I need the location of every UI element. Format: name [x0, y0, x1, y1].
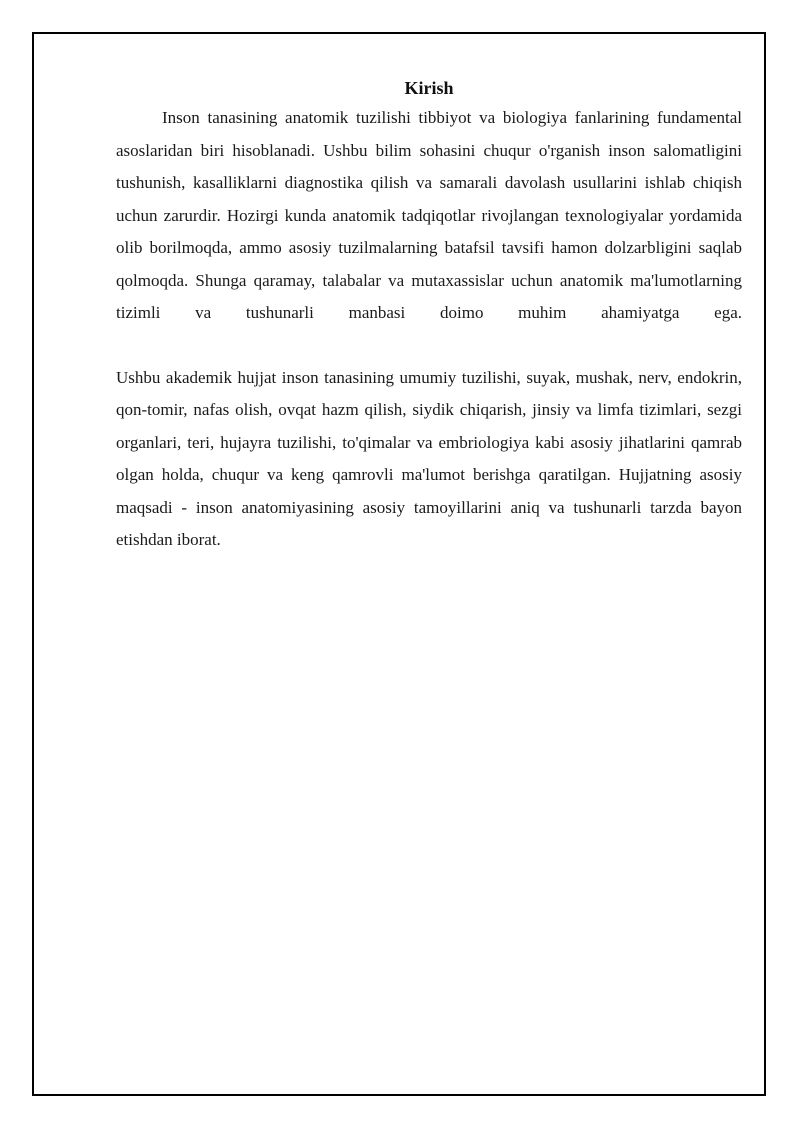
paragraph-intro: Inson tanasining anatomik tuzilishi tibbiyot va biologiya fanlarining fundamental asoslaridan biri hisoblanadi. Ushbu bilim sohasini chuqur o'rganish inson salomatligini tushunish, kasalliklarni diagnostika qilish va samarali davolash usullarini ishlab chiqish uchun zarurdir. Hozirgi kunda anatomik tadqiqotlar rivojlangan texnologiyalar yordamida olib borilmoqda, ammo asosiy tuzilmalarning batafsil tavsifi hamon dolzarbligini saqlab qolmoqda. Shunga qaramay, talabalar va mutaxassislar uchun anatomik ma'lumotlarning tizimli va tushunarli manbasi doimo muhim ahamiyatga ega. — [116, 108, 742, 322]
paragraph-gap — [116, 330, 742, 362]
document-body — [116, 76, 742, 557]
page-title: Kirish — [404, 78, 454, 98]
paragraph-scope: Ushbu akademik hujjat inson tanasining umumiy tuzilishi, suyak, mushak, nerv, endokrin, qon-tomir, nafas olish, ovqat hazm qilish, siydik chiqarish, jinsiy va limfa tizimlari, sezgi organlari, teri, hujayra tuzilishi, to'qimalar va embriologiya kabi asosiy jihatlarini qamrab olgan holda, chuqur va keng qamrovli ma'lumot berishga qaratilgan. Hujjatning asosiy maqsadi - inson anatomiyasining asosiy tamoyillarini aniq va tushunarli tarzda bayon etishdan iborat. — [116, 367, 742, 549]
